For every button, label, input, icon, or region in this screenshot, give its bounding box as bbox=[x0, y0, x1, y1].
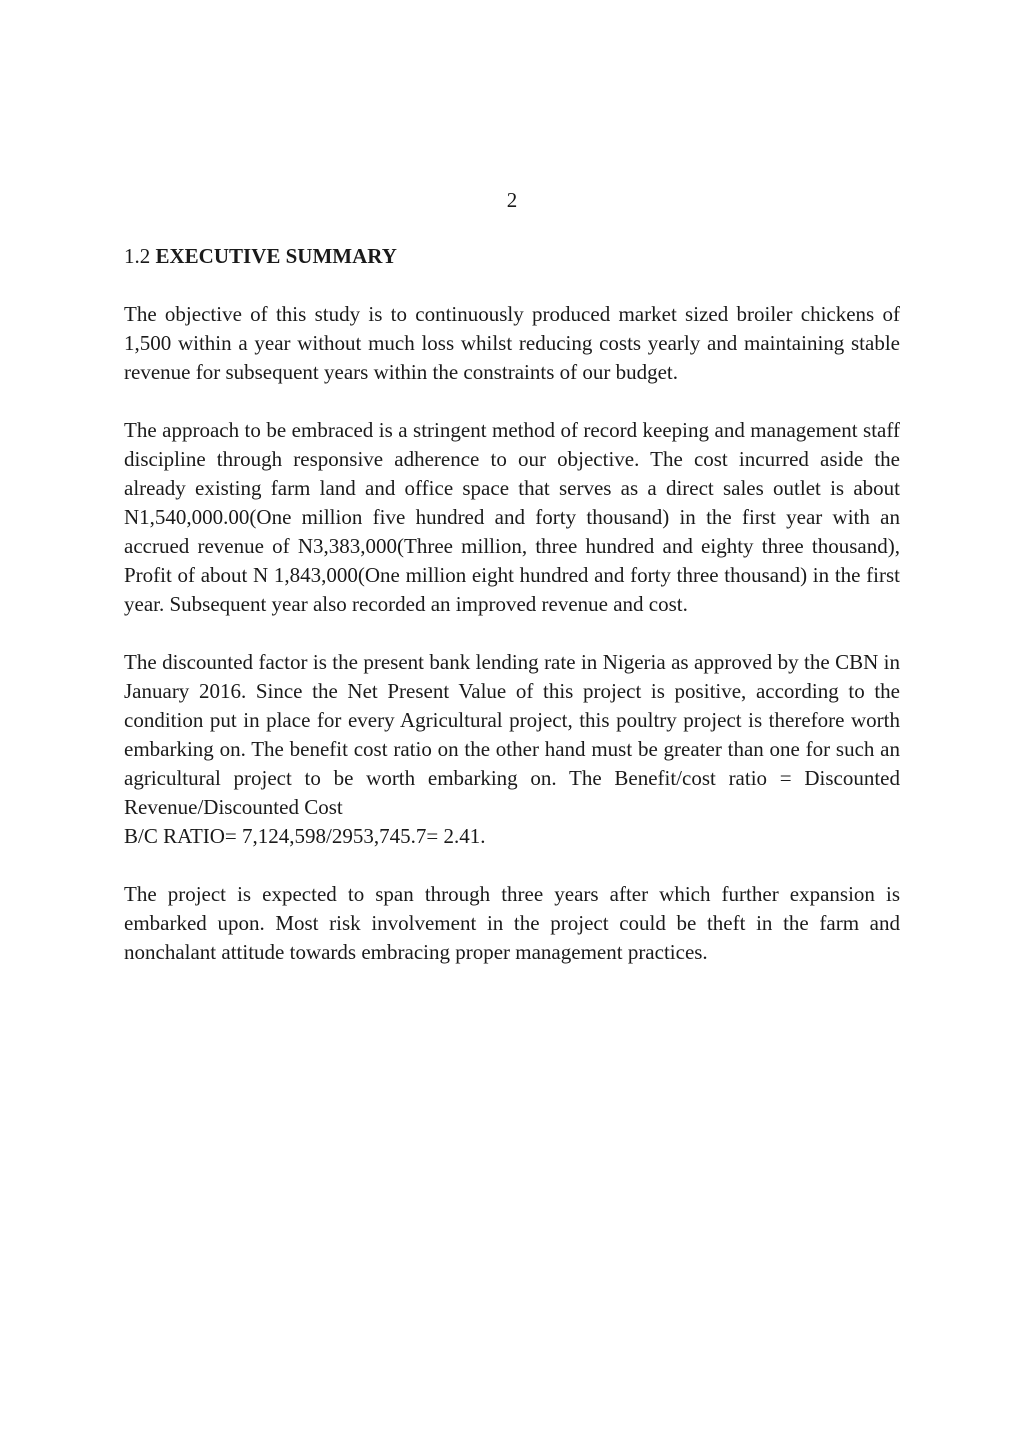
paragraph-approach: The approach to be embraced is a stringent method of record keeping and management staff discipline through responsive adherence to our objective. The cost incurred aside the already existing farm land and office space that serves as a direct sales outlet is about N1,540,000.00(One million five hundred and forty thousand) in the first year with an accrued revenue of N3,383,000(Three million, three hundred and eighty three thousand), Profit of about N 1,843,000(One million eight hundred and forty three thousand) in the first year. Subsequent year also recorded an improved revenue and cost. bbox=[124, 418, 900, 616]
paragraph-discount-factor bbox=[124, 648, 900, 851]
paragraph-project-span: The project is expected to span through three years after which further expansion is embarked upon. Most risk involvement in the project could be theft in the farm and nonchalant attitude towards embracing proper management practices. bbox=[124, 882, 900, 964]
section-number: 1.2 bbox=[124, 244, 151, 268]
discount-factor-text: The discounted factor is the present bank lending rate in Nigeria as approved by the CBN in January 2016. Since the Net Present Value of this project is positive, according to the condition put in place for every Agricultural project, this poultry project is therefore worth embarking on. The benefit cost ratio on the other hand must be greater than one for such an agricultural project to be worth embarking on. The Benefit/cost ratio = Discounted Revenue/Discounted Cost bbox=[124, 650, 900, 819]
section-title: EXECUTIVE SUMMARY bbox=[155, 244, 397, 268]
page-number: 2 bbox=[506, 188, 518, 212]
bc-ratio-line: B/C RATIO= 7,124,598/2953,745.7= 2.41. bbox=[124, 824, 486, 848]
section-heading bbox=[124, 242, 900, 271]
paragraph-objective: The objective of this study is to continuously produced market sized broiler chickens of 1,500 within a year without much loss whilst reducing costs yearly and maintaining stable revenue for subsequent years within the constraints of our budget. bbox=[124, 302, 900, 384]
page-content bbox=[124, 242, 900, 996]
